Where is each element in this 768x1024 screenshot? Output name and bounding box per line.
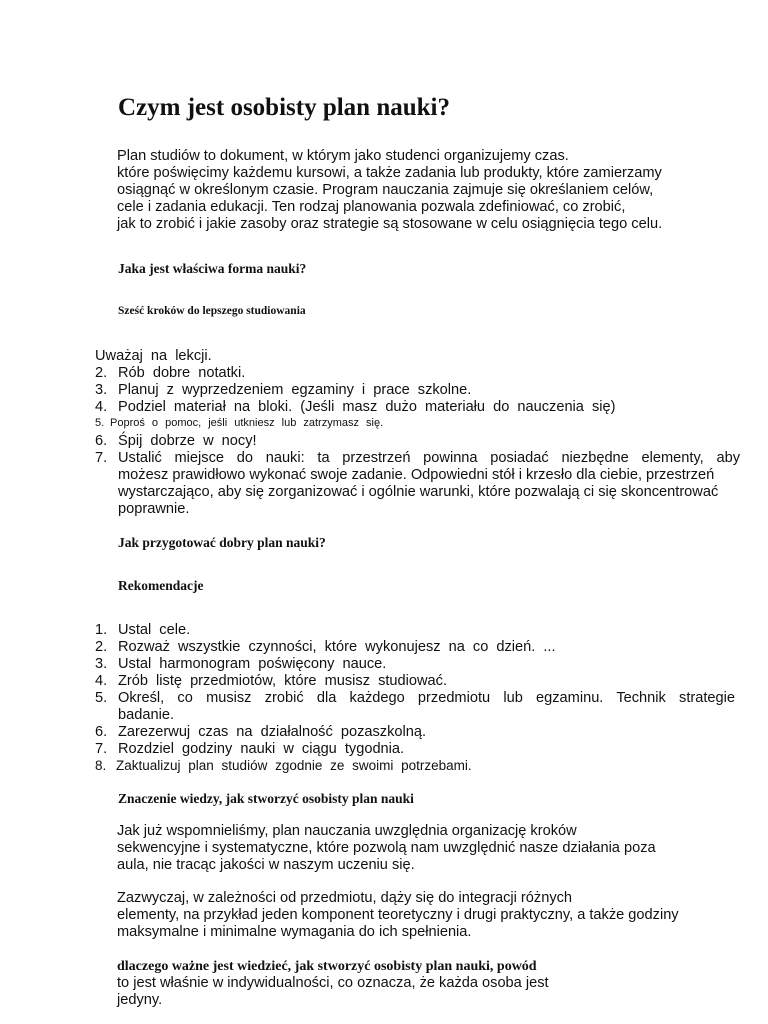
step-text: Uważaj na lekcji. — [95, 348, 212, 364]
list-item — [95, 673, 735, 690]
intro-line: które poświęcimy każdemu kursowi, a także zadania lub produkty, które zamierzamy — [117, 165, 662, 181]
list-item — [95, 433, 740, 450]
paragraph-line: jedyny. — [117, 992, 163, 1008]
recommendation-number: 6. — [95, 724, 108, 740]
paragraph-line: elementy, na przykład jeden komponent teoretyczny i drugi praktyczny, a także godziny — [117, 907, 679, 923]
step-text: Rób dobre notatki. — [118, 365, 246, 381]
step-number: 4. — [95, 399, 108, 415]
intro-line: cele i zadania edukacji. Ten rodzaj planowania pozwala zdefiniować, co zrobić, — [117, 199, 626, 215]
list-item — [95, 622, 735, 639]
continuation-line: poprawnie. — [118, 500, 190, 517]
continuation-line: wystarczająco, aby się zorganizować i ogólnie warunki, które pozwalają ci się skoncentrować — [118, 483, 719, 500]
list-item — [95, 656, 735, 673]
list-item — [95, 365, 740, 382]
recommendation-continuation: badanie. — [118, 707, 174, 723]
list-item — [95, 690, 735, 707]
intro-line: jak to zrobić i jakie zasoby oraz strategie są stosowane w celu osiągnięcia tego celu. — [117, 216, 663, 232]
step-text: Planuj z wyprzedzeniem egzaminy i prace szkolne. — [118, 382, 472, 398]
heading-steps: Sześć kroków do lepszego studiowania — [118, 305, 306, 317]
knowledge-paragraph-1 — [117, 823, 656, 874]
why-heading: dlaczego ważne jest wiedzieć, jak stworzyć osobisty plan nauki, powód — [117, 959, 537, 974]
list-item — [95, 741, 735, 758]
recommendation-number: 4. — [95, 673, 108, 689]
step-number: 7. — [95, 450, 108, 466]
recommendation-text: Ustal cele. — [118, 622, 191, 638]
steps-list — [95, 348, 740, 517]
continuation-line: możesz prawidłowo wykonać swoje zadanie. Odpowiedni stół i krzesło dla ciebie, przestrzeń — [118, 467, 715, 483]
step-number: 5. — [95, 417, 105, 429]
recommendation-text: Rozważ wszystkie czynności, które wykonujesz na co dzień. ... — [118, 639, 556, 655]
list-item — [95, 416, 740, 433]
step-number: 2. — [95, 365, 108, 381]
list-item — [95, 382, 740, 399]
recommendations-list — [95, 622, 735, 775]
why-paragraph — [117, 958, 549, 1009]
list-item — [95, 450, 740, 467]
step-text: Ustalić miejsce do nauki: ta przestrzeń powinna posiadać niezbędne elementy, aby — [118, 450, 740, 466]
recommendation-text: Określ, co musisz zrobić dla każdego przedmiotu lub egzaminu. Technik strategie — [118, 690, 735, 706]
paragraph-line: Jak już wspomnieliśmy, plan nauczania uwzględnia organizację kroków — [117, 823, 577, 839]
heading-recommendations: Rekomendacje — [118, 578, 204, 593]
heading-prepare: Jak przygotować dobry plan nauki? — [118, 535, 326, 550]
recommendation-number: 3. — [95, 656, 108, 672]
intro-line: osiągnąć w określonym czasie. Program nauczania zajmuje się określaniem celów, — [117, 182, 654, 198]
step-text: Podziel materiał na bloki. (Jeśli masz dużo materiału do nauczenia się) — [118, 399, 616, 415]
list-item — [95, 399, 740, 416]
heading-knowledge: Znaczenie wiedzy, jak stworzyć osobisty plan nauki — [118, 791, 414, 806]
recommendation-text: Ustal harmonogram poświęcony nauce. — [118, 656, 387, 672]
list-item — [95, 758, 735, 775]
step-text: Śpij dobrze w nocy! — [118, 433, 257, 449]
recommendation-text: Zrób listę przedmiotów, które musisz studiować. — [118, 673, 448, 689]
list-item — [95, 724, 735, 741]
intro-paragraph — [117, 148, 662, 233]
recommendation-text: Zaktualizuj plan studiów zgodnie ze swoimi potrzebami. — [116, 758, 472, 773]
recommendation-number: 5. — [95, 690, 108, 706]
list-item — [95, 639, 735, 656]
recommendation-text: Rozdziel godziny nauki w ciągu tygodnia. — [118, 741, 405, 757]
step-continuation — [95, 467, 740, 517]
paragraph-line: sekwencyjne i systematyczne, które pozwolą nam uwzględnić nasze działania poza — [117, 840, 656, 856]
knowledge-paragraph-2 — [117, 890, 679, 941]
step-text: Poproś o pomoc, jeśli utkniesz lub zatrzymasz się. — [110, 417, 384, 429]
paragraph-line: to jest właśnie w indywidualności, co oznacza, że każda osoba jest — [117, 975, 549, 991]
step-number: 3. — [95, 382, 108, 398]
paragraph-line: aula, nie tracąc jakości w naszym uczeniu się. — [117, 857, 415, 873]
paragraph-line: maksymalne i minimalne wymagania do ich spełnienia. — [117, 924, 472, 940]
recommendation-text: Zarezerwuj czas na działalność pozaszkolną. — [118, 724, 427, 740]
step-number: 6. — [95, 433, 108, 449]
page-title: Czym jest osobisty plan nauki? — [118, 94, 450, 121]
paragraph-line: Zazwyczaj, w zależności od przedmiotu, dąży się do integracji różnych — [117, 890, 573, 906]
heading-form: Jaka jest właściwa forma nauki? — [118, 261, 307, 276]
recommendation-number: 2. — [95, 639, 108, 655]
recommendation-number: 1. — [95, 622, 108, 638]
recommendation-number: 8. — [95, 758, 107, 773]
intro-line: Plan studiów to dokument, w którym jako studenci organizujemy czas. — [117, 148, 569, 164]
list-item — [95, 348, 740, 365]
recommendation-number: 7. — [95, 741, 108, 757]
